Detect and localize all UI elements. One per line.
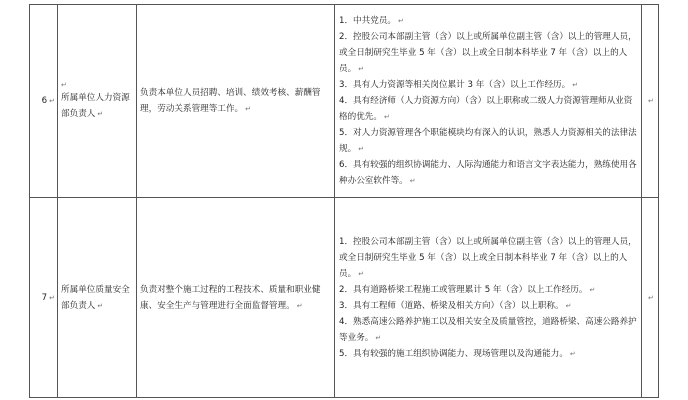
paragraph-mark-icon: ↵ — [245, 105, 252, 113]
position-cell — [58, 5, 137, 198]
duty-text: 负责本单位人员招聘、培训、绩效考核、薪酬管理，劳动关系管理等工作。 — [140, 88, 321, 114]
table-row — [30, 198, 659, 398]
duty-text: 负责对整个施工过程的工程技术、质量和职业健康、安全生产与管理进行全面监督管理。 — [140, 284, 321, 311]
job-requirements-table — [29, 4, 659, 398]
paragraph-mark-icon: ↵ — [648, 293, 654, 302]
list-item: 5．对人力资源管理各个职能模块均有深入的认识，熟悉人力资源相关的法律法规。 ↵ — [339, 128, 637, 154]
paragraph-mark-icon: ↵ — [49, 97, 55, 105]
list-item: 4．具有经济师（人力资源方向）（含）以上职称或二级人力资源管理师从业资格的优先。 ↵ — [339, 96, 633, 122]
position-cell — [58, 198, 137, 398]
paragraph-mark-icon: ↵ — [97, 301, 104, 310]
list-item: 5．具有较强的施工组织协调能力、现场管理以及沟通能力。 ↵ — [339, 348, 576, 359]
list-item: 6．具有较强的组织协调能力、人际沟通能力和语言文字表达能力，熟练使用各种办公室软件等。 ↵ — [339, 160, 637, 186]
duty-cell — [137, 5, 335, 198]
empty-cell — [642, 198, 659, 398]
paragraph-mark-icon: ↵ — [49, 293, 55, 302]
list-item: 1．中共党员。 ↵ — [339, 16, 404, 26]
duty-cell — [137, 198, 335, 398]
list-item: 3．具有工程师（道路、桥梁及相关方向）（含）以上职称。 ↵ — [339, 300, 572, 311]
requirements-cell — [335, 5, 642, 198]
requirements-list — [339, 13, 637, 189]
list-item: 2．具有道路桥梁工程施工或管理累计 5 年（含）以上工作经历。 ↵ — [339, 284, 596, 295]
paragraph-mark-icon: ↵ — [296, 301, 303, 310]
paragraph-mark-icon: ↵ — [648, 97, 654, 105]
list-item: 2．控股公司本部副主管（含）以上或所属单位副主管（含）以上的管理人员，或全日制研究生毕业 5 年（含）以上或全日制本科毕业 7 年（含）以上的人员。 ↵ — [339, 32, 637, 74]
position-name: 所属单位质量安全部负责人 — [61, 284, 130, 311]
empty-cell — [642, 5, 659, 198]
list-item: 1．控股公司本部副主管（含）以上或所属单位副主管（含）以上的管理人员，或全日制研究生毕业 5 年（含）以上或全日制本科毕业 7 年（含）以上的人员。 ↵ — [339, 236, 637, 279]
requirements-list — [339, 234, 637, 362]
paragraph-mark-icon: ↵ — [97, 110, 104, 118]
row-number-cell — [30, 198, 58, 398]
list-item: 4．熟悉高速公路养护施工以及相关安全及质量管控，道路桥梁、高速公路养护等业务。 ↵ — [339, 316, 637, 343]
requirements-cell — [335, 198, 642, 398]
list-item: 3．具有人力资源等相关岗位累计 3 年（含）以上工作经历。 ↵ — [339, 80, 579, 90]
position-name: 所属单位人力资源部负责人 — [61, 93, 130, 119]
row-number: 7 — [41, 292, 48, 303]
paragraph-mark-icon: ↵ — [61, 81, 67, 89]
row-number: 6 — [41, 96, 48, 106]
table-row — [30, 5, 659, 198]
row-number-cell — [30, 5, 58, 198]
